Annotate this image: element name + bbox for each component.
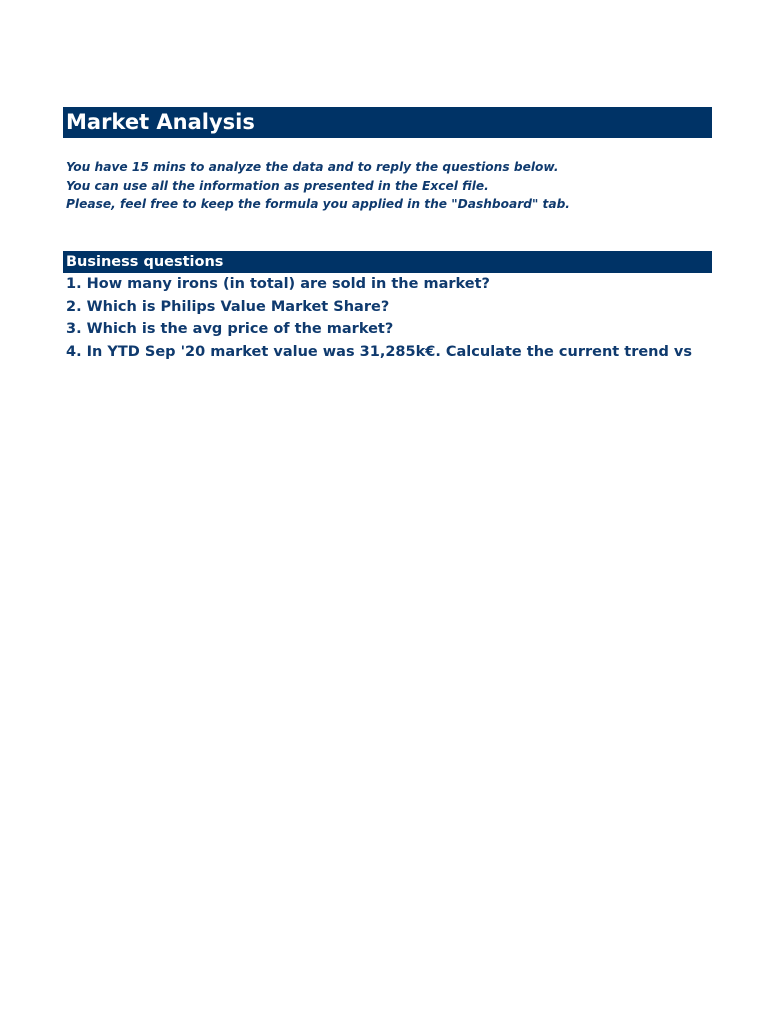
- instruction-line: Please, feel free to keep the formula you applied in the "Dashboard" tab.: [66, 197, 570, 211]
- section-title: Business questions: [66, 253, 224, 270]
- question-item: 4. In YTD Sep '20 market value was 31,285k€. Calculate the current trend vs: [66, 343, 693, 360]
- questions-list: [66, 273, 714, 363]
- title-bar: [63, 107, 712, 138]
- question-item: 2. Which is Philips Value Market Share?: [66, 298, 390, 315]
- section-header-bar: [63, 251, 712, 273]
- instruction-line: You have 15 mins to analyze the data and to reply the questions below.: [66, 160, 559, 174]
- question-item: 3. Which is the avg price of the market?: [66, 321, 394, 338]
- instructions-block: [66, 158, 712, 214]
- question-item: 1. How many irons (in total) are sold in the market?: [66, 276, 490, 292]
- page-title: Market Analysis: [66, 110, 255, 134]
- instruction-line: You can use all the information as presented in the Excel file.: [66, 178, 489, 193]
